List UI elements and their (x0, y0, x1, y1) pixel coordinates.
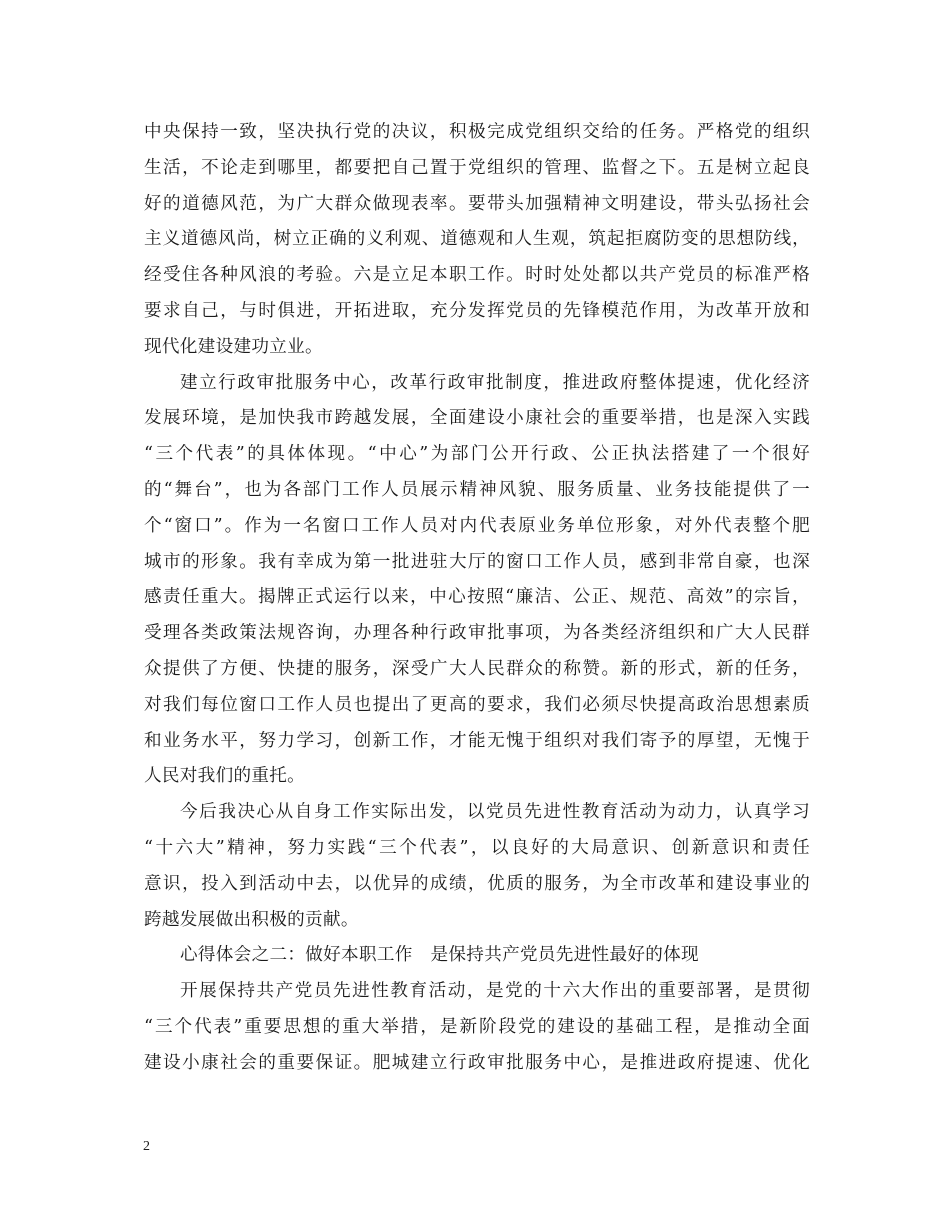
text-line: 主义道德风尚，树立正确的义利观、道德观和人生观，筑起拒腐防变的思想防线， (144, 229, 810, 250)
text-line: 好的道德风范，为广大群众做现表率。要带头加强精神文明建设，带头弘扬社会 (144, 193, 810, 214)
paragraph (144, 366, 810, 796)
text-line: 和业务水平，努力学习，创新工作，才能无愧于组织对我们寄予的厚望，无愧于 (144, 730, 810, 751)
text-line: 现代化建设建功立业。 (144, 336, 323, 357)
section-heading (144, 938, 810, 974)
text-line: 今后我决心从自身工作实际出发，以党员先进性教育活动为动力，认真学习 (180, 802, 810, 823)
paragraph (144, 115, 810, 366)
text-line: 的“舞台”，也为各部门工作人员展示精神风貌、服务质量、业务技能提供了一 (144, 479, 810, 500)
text-line: 建设小康社会的重要保证。肥城建立行政审批服务中心，是推进政府提速、优化 (144, 1052, 810, 1073)
text-line: “三个代表”重要思想的重大举措，是新阶段党的建设的基础工程，是推动全面 (144, 1016, 810, 1037)
text-line: “十六大”精神，努力实践“三个代表”，以良好的大局意识、创新意识和责任 (144, 837, 810, 858)
page-number: 2 (143, 1139, 150, 1154)
text-line: 城市的形象。我有幸成为第一批进驻大厅的窗口工作人员，感到非常自豪，也深 (144, 551, 810, 572)
text-line: 中央保持一致，坚决执行党的决议，积极完成党组织交给的任务。严格党的组织 (144, 122, 810, 142)
text-line: 建立行政审批服务中心，改革行政审批制度，推进政府整体提速，优化经济 (180, 372, 810, 393)
text-line: 个“窗口”。作为一名窗口工作人员对内代表原业务单位形象，对外代表整个肥 (144, 515, 810, 536)
text-line: 意识，投入到活动中去，以优异的成绩，优质的服务，为全市改革和建设事业的 (144, 873, 810, 894)
text-line: 跨越发展做出积极的贡献。 (144, 909, 359, 930)
text-line: 生活，不论走到哪里，都要把自己置于党组织的管理、监督之下。五是树立起良 (144, 157, 810, 178)
text-line: 对我们每位窗口工作人员也提出了更高的要求，我们必须尽快提高政治思想素质 (144, 694, 810, 715)
text-line: 要求自己，与时俱进，开拓进取，充分发挥党员的先锋模范作用，为改革开放和 (144, 300, 810, 321)
text-line: 心得体会之二：做好本职工作 是保持共产党员先进性最好的体现 (180, 945, 699, 966)
text-line: 感责任重大。揭牌正式运行以来，中心按照“廉洁、公正、规范、高效”的宗旨， (144, 587, 810, 608)
paragraph (144, 795, 810, 938)
text-line: 受理各类政策法规咨询，办理各种行政审批事项，为各类经济组织和广大人民群 (144, 623, 810, 644)
text-line: 人民对我们的重托。 (144, 766, 306, 787)
text-line: 经受住各种风浪的考验。六是立足本职工作。时时处处都以共产党员的标准严格 (144, 265, 810, 286)
paragraph (144, 974, 810, 1081)
document-body (144, 115, 810, 1082)
text-line: 发展环境，是加快我市跨越发展，全面建设小康社会的重要举措，也是深入实践 (144, 408, 810, 429)
text-line: 众提供了方便、快捷的服务，深受广大人民群众的称赞。新的形式，新的任务， (144, 658, 810, 679)
text-line: “三个代表”的具体体现。“中心”为部门公开行政、公正执法搭建了一个很好 (144, 444, 810, 465)
text-line: 开展保持共产党员先进性教育活动，是党的十六大作出的重要部署，是贯彻 (180, 981, 810, 1002)
